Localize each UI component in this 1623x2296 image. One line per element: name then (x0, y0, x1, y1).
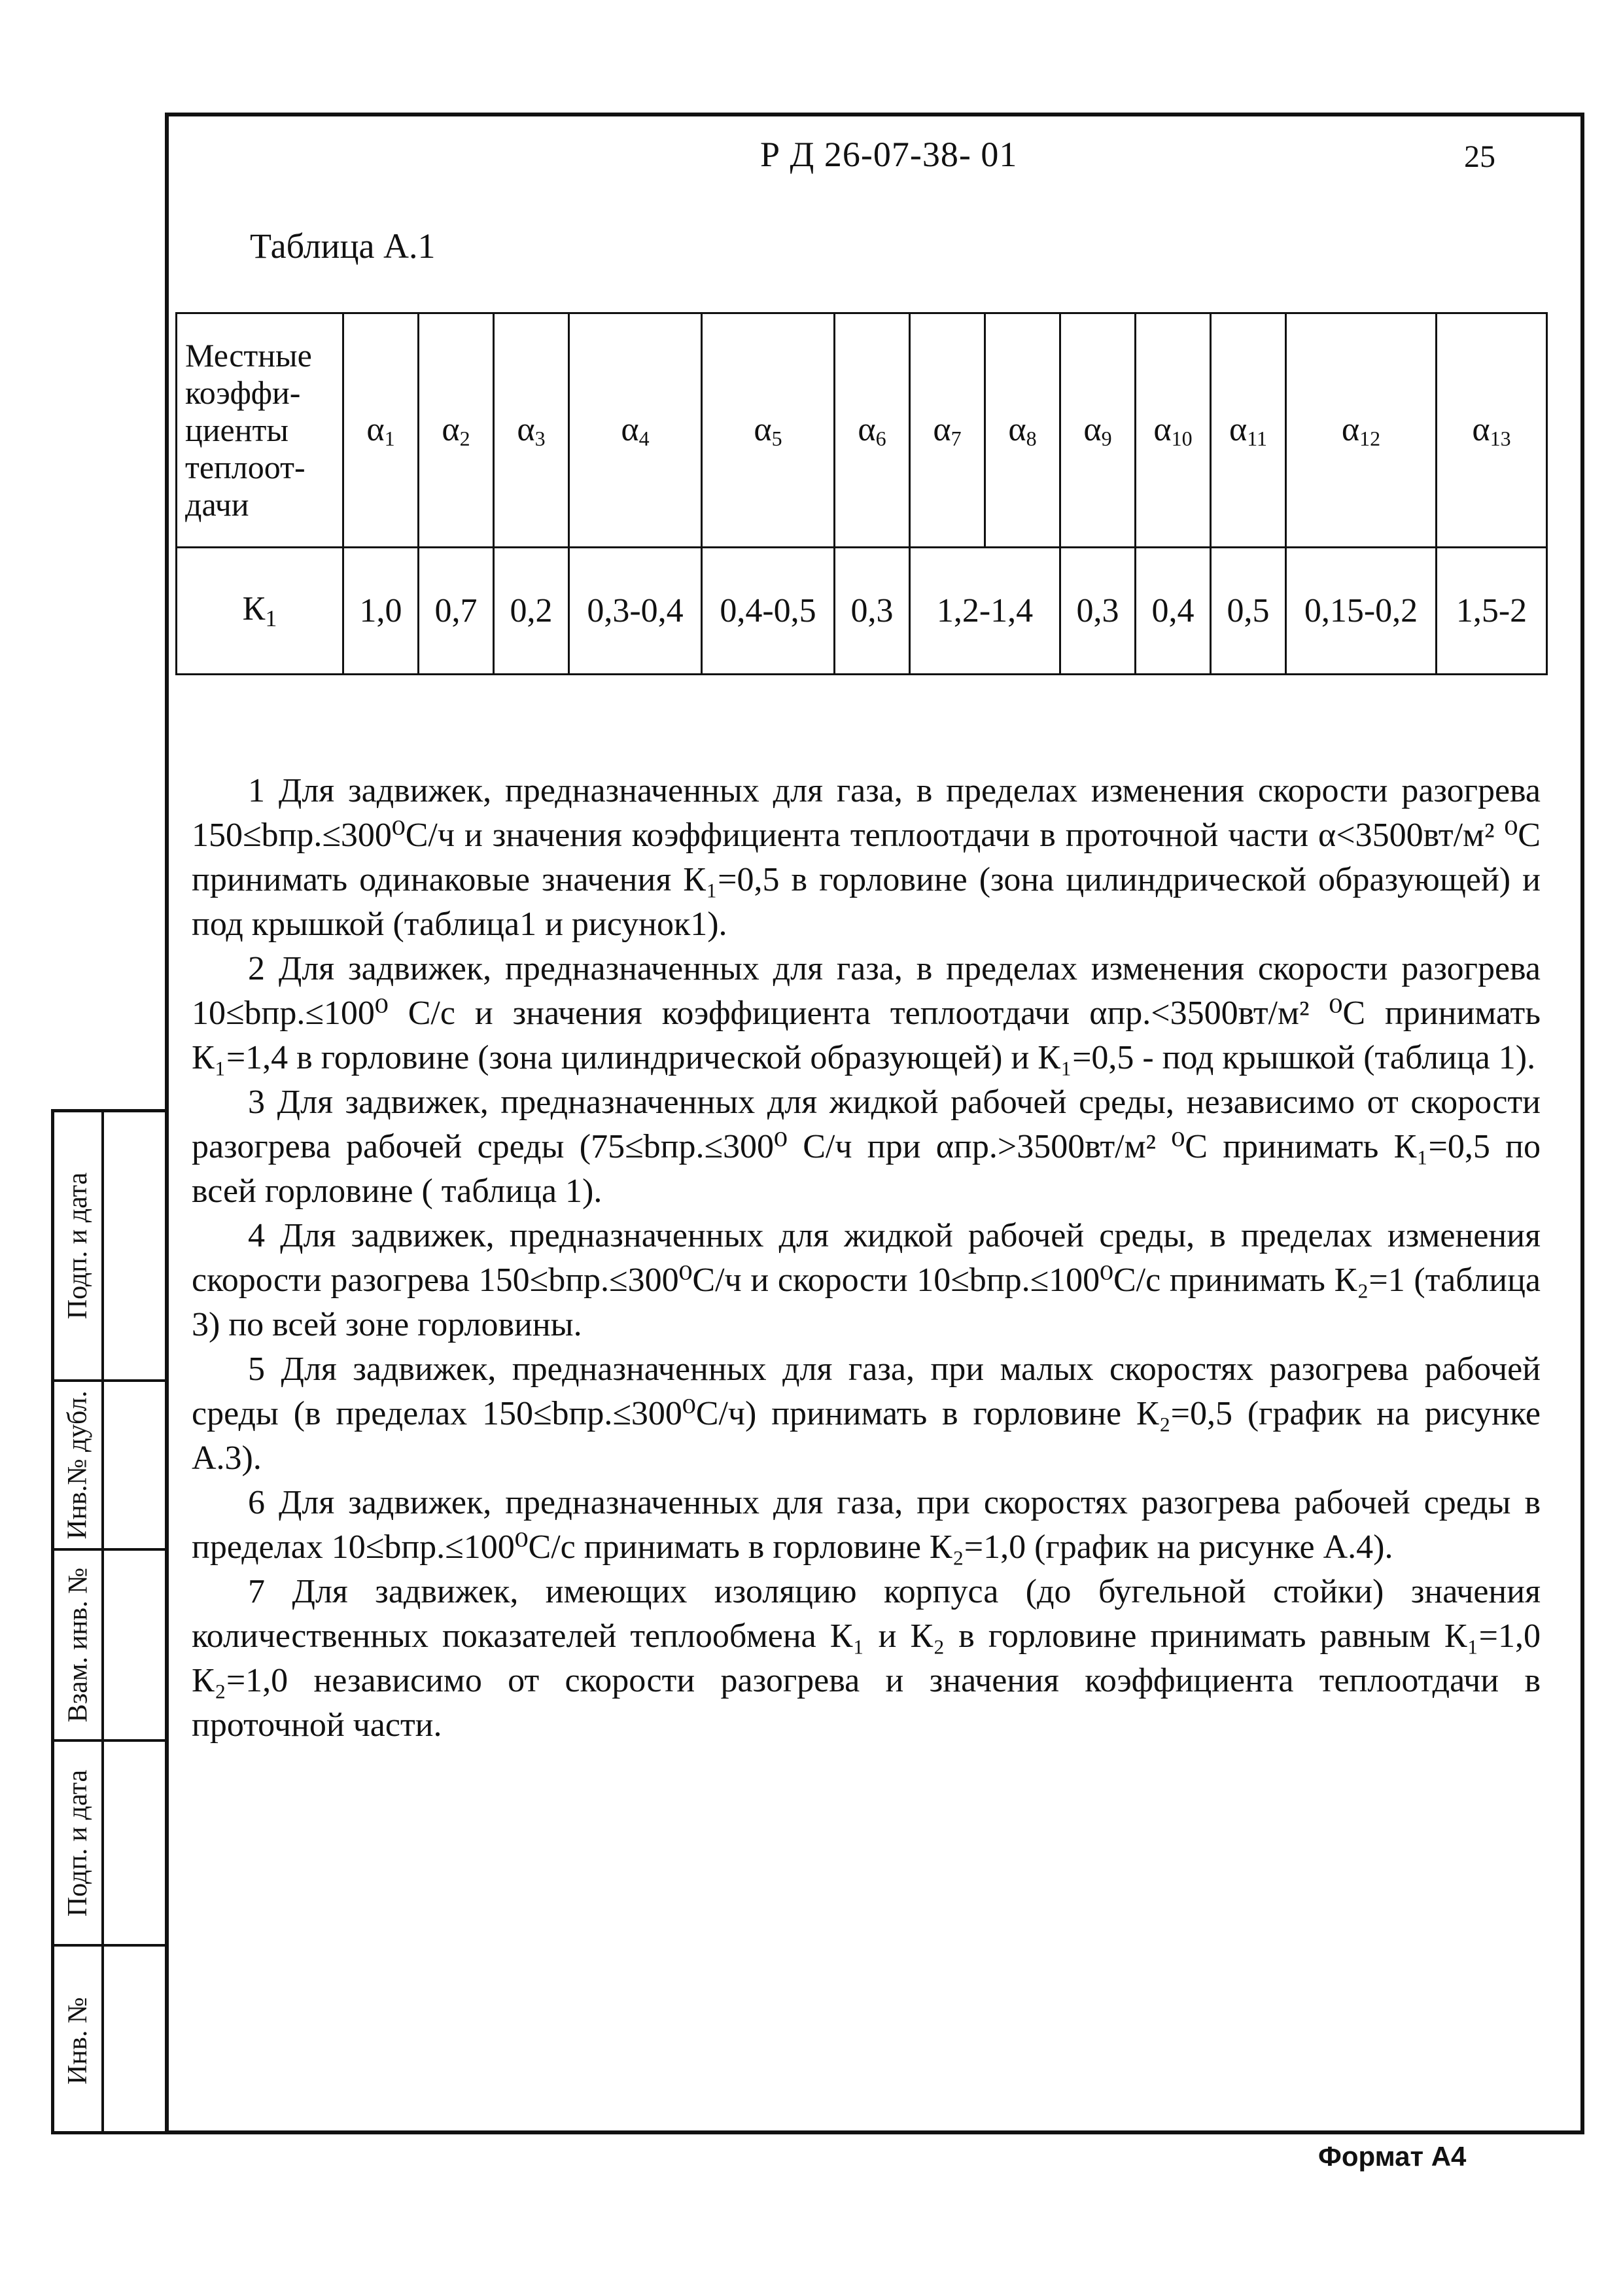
alpha-header-cell: $\alpha_4$ (569, 313, 702, 548)
k-label-cell: $К_1$ (177, 548, 343, 675)
k-value-cell: 1,5-2 (1437, 548, 1547, 675)
k-value-cell: 0,5 (1211, 548, 1286, 675)
table-values-row (177, 548, 1547, 675)
k-value-cell: 0,15-0,2 (1286, 548, 1437, 675)
paragraph: 3 Для задвижек, предназначенных для жидкой рабочей среды, независимо от скорости разогрева рабочей среды (75≤bпр.≤300⁰ С/ч при αпр.>3500вт/м² ⁰С принимать К₁=0,5 по всей горловине ( таблица 1). (192, 1084, 1541, 1210)
side-label: Взам. инв. № (63, 1567, 93, 1723)
paragraph: 5 Для задвижек, предназначенных для газа, при малых скоростях разогрева рабочей среды (в пределах 150≤bпр.≤300⁰С/ч) принимать в горловине К₂=0,5 (график на рисунке А.3). (192, 1351, 1541, 1477)
alpha-header-cell: $\alpha_1$ (343, 313, 419, 548)
k-value-cell: 0,3-0,4 (569, 548, 702, 675)
format-label: Формат А4 (1318, 2141, 1467, 2172)
alpha-header-cell: $\alpha_2$ (419, 313, 494, 548)
k-value-cell: 1,2-1,4 (910, 548, 1060, 675)
paragraph: 7 Для задвижек, имеющих изоляцию корпуса (до бугельной стойки) значения количественных показателей теплообмена К₁ и К₂ в горловине принимать равным К₁=1,0 К₂=1,0 независимо от скорости разогрева и значения коэффициента теплоотдачи в проточной части. (192, 1573, 1541, 1744)
coefficient-table (175, 312, 1548, 675)
alpha-header-cell: $\alpha_6$ (835, 313, 910, 548)
side-cell (54, 1947, 165, 2134)
paragraph: 2 Для задвижек, предназначенных для газа, в пределах изменения скорости разогрева 10≤bпр.≤100⁰ С/с и значения коэффициента теплоотдачи αпр.<3500вт/м² ⁰С принимать К₁=1,4 в горловине (зона цилиндрической образующей) и К₁=0,5 - под крышкой (таблица 1). (192, 950, 1541, 1076)
side-label: Инв.№ дубл. (63, 1390, 93, 1540)
alpha-header-cell: $\alpha_7$ (910, 313, 985, 548)
row-title-cell: Местные коэффи-циенты теплоот-дачи (177, 313, 343, 548)
side-stamp-strip (51, 1109, 165, 2134)
table-caption: Таблица А.1 (250, 226, 436, 266)
side-label: Подп. и дата (63, 1769, 94, 1916)
side-label: Подп. и дата (63, 1172, 94, 1320)
alpha-header-cell: $\alpha_5$ (702, 313, 835, 548)
alpha-header-cell: $\alpha_{11}$ (1211, 313, 1286, 548)
table-header-row (177, 313, 1547, 548)
alpha-header-cell: $\alpha_9$ (1060, 313, 1136, 548)
side-cell (54, 1382, 165, 1551)
side-cell (54, 1742, 165, 1947)
side-cell (54, 1551, 165, 1742)
k-value-cell: 0,3 (1060, 548, 1136, 675)
side-cell (54, 1112, 165, 1382)
alpha-header-cell: $\alpha_3$ (494, 313, 569, 548)
paragraph: 4 Для задвижек, предназначенных для жидкой рабочей среды, в пределах изменения скорости разогрева 150≤bпр.≤300⁰С/ч и скорости 10≤bпр.≤100⁰С/с принимать К₂=1 (таблица 3) по всей зоне горловины. (192, 1217, 1541, 1343)
k-value-cell: 1,0 (343, 548, 419, 675)
paragraph: 1 Для задвижек, предназначенных для газа, в пределах изменения скорости разогрева 150≤bпр.≤300⁰С/ч и значения коэффициента теплоотдачи в проточной части α<3500вт/м² ⁰С принимать одинаковые значения К₁=0,5 в горловине (зона цилиндрической образующей) и под крышкой (таблица1 и рисунок1). (192, 772, 1541, 943)
alpha-header-cell: $\alpha_{13}$ (1437, 313, 1547, 548)
k-value-cell: 0,4 (1136, 548, 1211, 675)
alpha-header-cell: $\alpha_{12}$ (1286, 313, 1437, 548)
k-value-cell: 0,7 (419, 548, 494, 675)
side-label: Инв. № (63, 1996, 93, 2085)
alpha-header-cell: $\alpha_{10}$ (1136, 313, 1211, 548)
alpha-header-cell: $\alpha_8$ (985, 313, 1060, 548)
body-text (192, 769, 1541, 1748)
document-code: Р Д 26-07-38- 01 (760, 135, 1018, 174)
k-value-cell: 0,2 (494, 548, 569, 675)
paragraph: 6 Для задвижек, предназначенных для газа, при скоростях разогрева рабочей среды в пределах 10≤bпр.≤100⁰С/с принимать в горловине К₂=1,0 (график на рисунке А.4). (192, 1484, 1541, 1566)
page-number: 25 (1464, 139, 1495, 174)
k-value-cell: 0,3 (835, 548, 910, 675)
k-value-cell: 0,4-0,5 (702, 548, 835, 675)
